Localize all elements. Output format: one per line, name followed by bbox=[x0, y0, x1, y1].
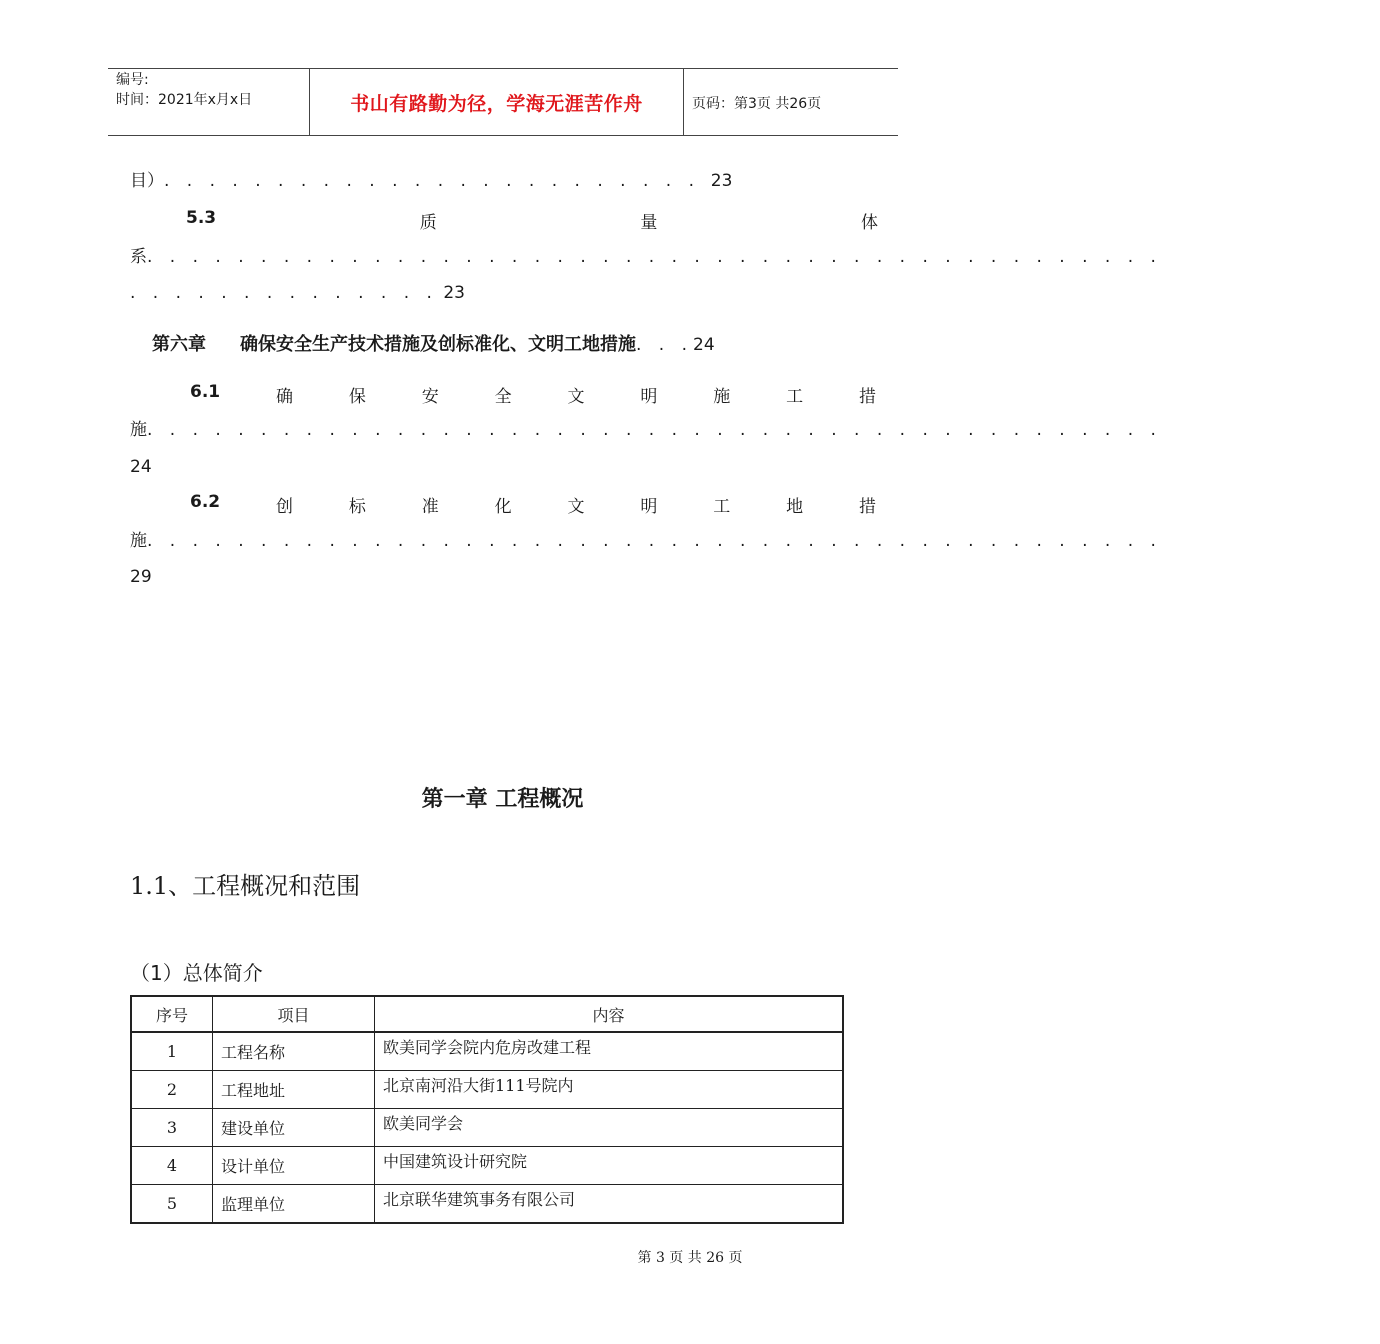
toc-page-number: 24 bbox=[130, 457, 152, 477]
toc-text: 施 bbox=[130, 420, 147, 440]
section-title: 1.1、工程概况和范围 bbox=[130, 872, 361, 900]
toc-chapter-title: 确保安全生产技术措施及创标准化、文明工地措施 bbox=[240, 334, 636, 355]
header-page-info: 页码：第3页 共26页 bbox=[692, 96, 822, 112]
toc-page-number: 23 bbox=[443, 283, 465, 303]
toc-char: 工 bbox=[713, 497, 731, 517]
table-header-cell: 序号 bbox=[131, 996, 213, 1032]
subsection-title: （1）总体简介 bbox=[130, 961, 263, 985]
table-cell: 监理单位 bbox=[213, 1185, 375, 1224]
toc-line bbox=[130, 247, 1162, 267]
header-meta bbox=[116, 70, 252, 110]
header-bottom-rule bbox=[108, 135, 898, 136]
toc-text: 施 bbox=[130, 531, 147, 551]
toc-char: 确 bbox=[276, 387, 293, 407]
toc-char: 准 bbox=[421, 497, 439, 517]
toc-entry-6-2[interactable] bbox=[190, 492, 876, 517]
header-top-rule bbox=[108, 68, 898, 69]
table-cell: 工程名称 bbox=[213, 1032, 375, 1071]
toc-leader-dots: . . . . . . . . . . . . . . . . . . . . . . . . . . . . . . . . . . . . . . . . . . . . . bbox=[147, 247, 1162, 267]
toc-char: 创 bbox=[276, 497, 293, 517]
toc-line bbox=[130, 531, 1162, 551]
toc-page-number: 23 bbox=[710, 171, 733, 191]
table-header-cell: 内容 bbox=[375, 996, 844, 1032]
table-row bbox=[131, 1109, 843, 1147]
toc-line bbox=[130, 283, 465, 303]
page-footer: 第 3 页 共 26 页 bbox=[637, 1250, 743, 1266]
chapter-title: 第一章 工程概况 bbox=[421, 787, 584, 812]
toc-leader-dots: . . . . . . . . . . . . . . . . . . . . . . . . bbox=[164, 171, 700, 191]
toc-text: 目） bbox=[130, 171, 164, 191]
header-number-label: 编号: bbox=[116, 72, 149, 88]
toc-char: 全 bbox=[494, 387, 512, 407]
toc-char: 体 bbox=[861, 213, 878, 233]
toc-page-number: 29 bbox=[130, 567, 152, 587]
table-row bbox=[131, 1147, 843, 1185]
table-cell: 1 bbox=[131, 1032, 213, 1071]
toc-char: 化 bbox=[494, 497, 512, 517]
toc-chapter-label: 第六章 bbox=[152, 334, 206, 355]
toc-char: 工 bbox=[786, 387, 804, 407]
table-cell: 工程地址 bbox=[213, 1071, 375, 1109]
table-cell: 北京联华建筑事务有限公司 bbox=[375, 1185, 844, 1224]
toc-section-number: 6.2 bbox=[190, 492, 221, 512]
table-cell: 建设单位 bbox=[213, 1109, 375, 1147]
table-row bbox=[131, 1071, 843, 1109]
toc-chapter-6[interactable] bbox=[152, 330, 715, 356]
toc-char: 措 bbox=[859, 497, 876, 517]
header-time-label: 时间：2021年x月x日 bbox=[116, 92, 253, 108]
toc-section-number: 6.1 bbox=[190, 382, 221, 402]
table-cell: 中国建筑设计研究院 bbox=[375, 1147, 844, 1185]
table-cell: 3 bbox=[131, 1109, 213, 1147]
table-cell: 欧美同学会院内危房改建工程 bbox=[375, 1032, 844, 1071]
toc-char: 安 bbox=[421, 387, 439, 407]
toc-char: 明 bbox=[640, 387, 658, 407]
table-header-cell: 项目 bbox=[213, 996, 375, 1032]
toc-line bbox=[130, 420, 1162, 440]
toc-char: 质 bbox=[419, 213, 437, 233]
table-row bbox=[131, 1185, 843, 1224]
toc-page-number: 24 bbox=[693, 335, 715, 355]
toc-leader-dots: . . . . . . . . . . . . . . bbox=[130, 283, 438, 303]
toc-char: 量 bbox=[640, 213, 658, 233]
table-cell: 欧美同学会 bbox=[375, 1109, 844, 1147]
toc-char: 文 bbox=[567, 387, 585, 407]
header-motto: 书山有路勤为径，学海无涯苦作舟 bbox=[350, 93, 643, 115]
toc-char: 保 bbox=[348, 387, 366, 407]
toc-entry-6-1[interactable] bbox=[190, 382, 876, 407]
toc-section-number: 5.3 bbox=[186, 208, 217, 228]
toc-char: 措 bbox=[859, 387, 876, 407]
table-cell: 设计单位 bbox=[213, 1147, 375, 1185]
toc-entry-5-3[interactable] bbox=[186, 208, 878, 233]
toc-leader-dots: . . . bbox=[636, 335, 694, 355]
table-header-row bbox=[131, 996, 843, 1032]
toc-char: 明 bbox=[640, 497, 658, 517]
toc-leader-dots: . . . . . . . . . . . . . . . . . . . . . . . . . . . . . . . . . . . . . . . . . . . . . bbox=[147, 420, 1162, 440]
toc-leader-dots: . . . . . . . . . . . . . . . . . . . . . . . . . . . . . . . . . . . . . . . . . . . . . bbox=[147, 531, 1162, 551]
table-cell: 北京南河沿大街111号院内 bbox=[375, 1071, 844, 1109]
table-cell: 2 bbox=[131, 1071, 213, 1109]
toc-char: 地 bbox=[786, 497, 804, 517]
table-cell: 5 bbox=[131, 1185, 213, 1224]
toc-char: 施 bbox=[713, 387, 731, 407]
project-info-table bbox=[130, 995, 844, 1224]
toc-char: 文 bbox=[567, 497, 585, 517]
table-cell: 4 bbox=[131, 1147, 213, 1185]
table-row bbox=[131, 1032, 843, 1071]
header-divider bbox=[683, 68, 684, 135]
toc-line bbox=[130, 171, 732, 191]
toc-text: 系 bbox=[130, 247, 147, 267]
toc-char: 标 bbox=[348, 497, 366, 517]
